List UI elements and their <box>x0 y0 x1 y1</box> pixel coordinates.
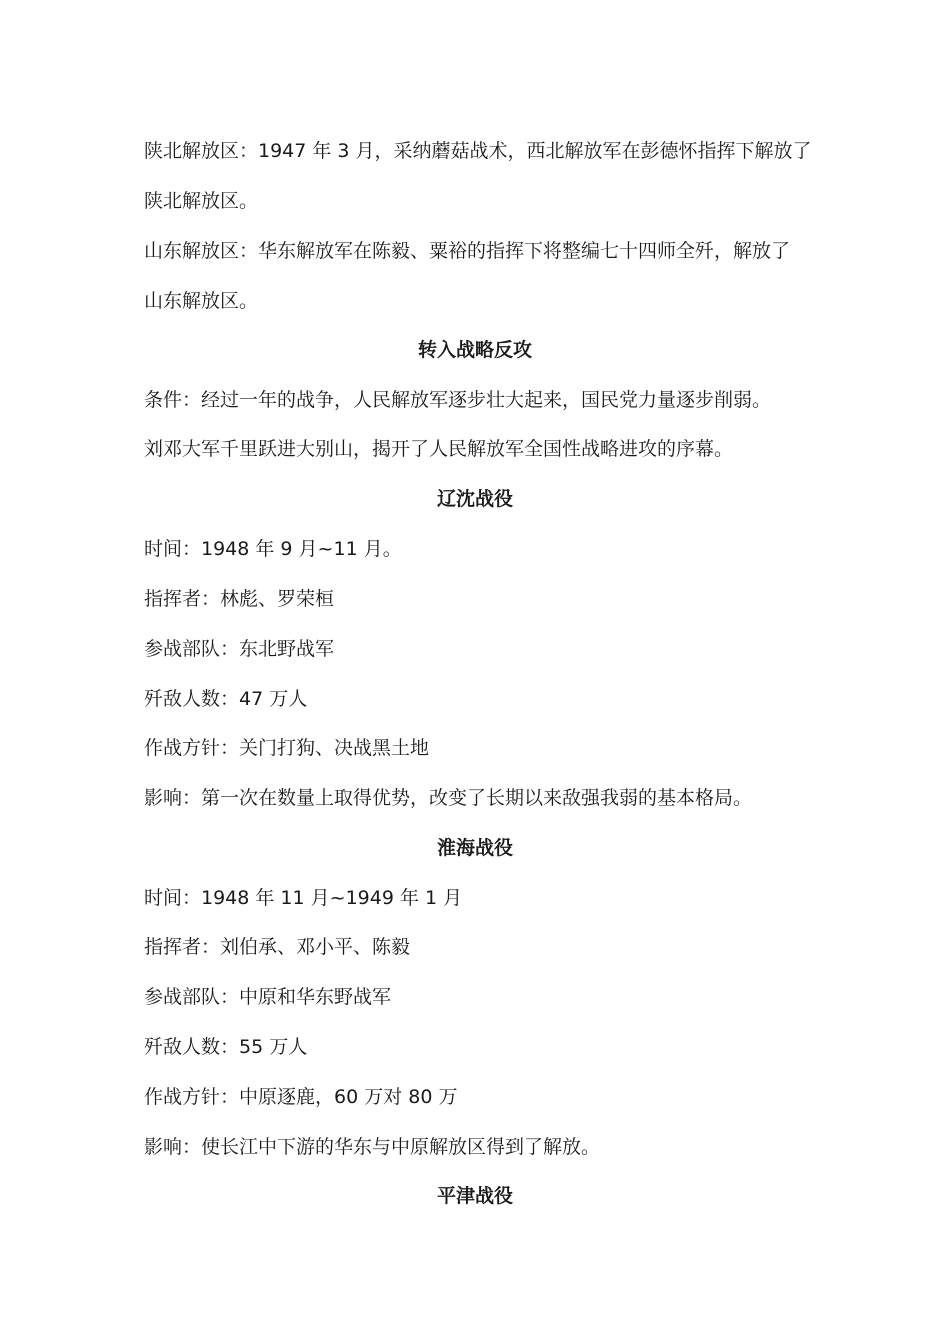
paragraph-line: 陕北解放区。 <box>144 190 259 212</box>
section-heading: 平津战役 <box>436 1185 513 1207</box>
paragraph-line: 指挥者：刘伯承、邓小平、陈毅 <box>144 936 411 958</box>
paragraph-line: 刘邓大军千里跃进大别山，揭开了人民解放军全国性战略进攻的序幕。 <box>144 438 734 460</box>
section-heading: 辽沈战役 <box>436 488 513 510</box>
paragraph-line: 山东解放区：华东解放军在陈毅、粟裕的指挥下将整编七十四师全歼，解放了 <box>144 240 791 262</box>
paragraph-line: 作战方针：关门打狗、决战黑土地 <box>144 737 430 759</box>
paragraph-line: 条件：经过一年的战争，人民解放军逐步壮大起来，国民党力量逐步削弱。 <box>144 389 772 411</box>
paragraph-line: 歼敌人数：55 万人 <box>144 1036 308 1058</box>
paragraph-line: 时间：1948 年 11 月~1949 年 1 月 <box>144 887 463 909</box>
paragraph-line: 时间：1948 年 9 月~11 月。 <box>144 538 402 560</box>
section-heading: 淮海战役 <box>436 837 513 859</box>
paragraph-line: 参战部队：东北野战军 <box>144 638 335 660</box>
paragraph-line: 影响：使长江中下游的华东与中原解放区得到了解放。 <box>144 1136 601 1158</box>
paragraph-line: 歼敌人数：47 万人 <box>144 688 308 710</box>
paragraph-line: 影响：第一次在数量上取得优势，改变了长期以来敌强我弱的基本格局。 <box>144 787 753 809</box>
paragraph-line: 指挥者：林彪、罗荣桓 <box>144 588 335 610</box>
paragraph-line: 山东解放区。 <box>144 290 259 312</box>
paragraph-line: 参战部队：中原和华东野战军 <box>144 986 392 1008</box>
section-heading: 转入战略反攻 <box>417 339 532 361</box>
paragraph-line: 作战方针：中原逐鹿，60 万对 80 万 <box>144 1086 458 1108</box>
paragraph-line: 陕北解放区：1947 年 3 月，采纳蘑菇战术，西北解放军在彭德怀指挥下解放了 <box>144 140 812 162</box>
